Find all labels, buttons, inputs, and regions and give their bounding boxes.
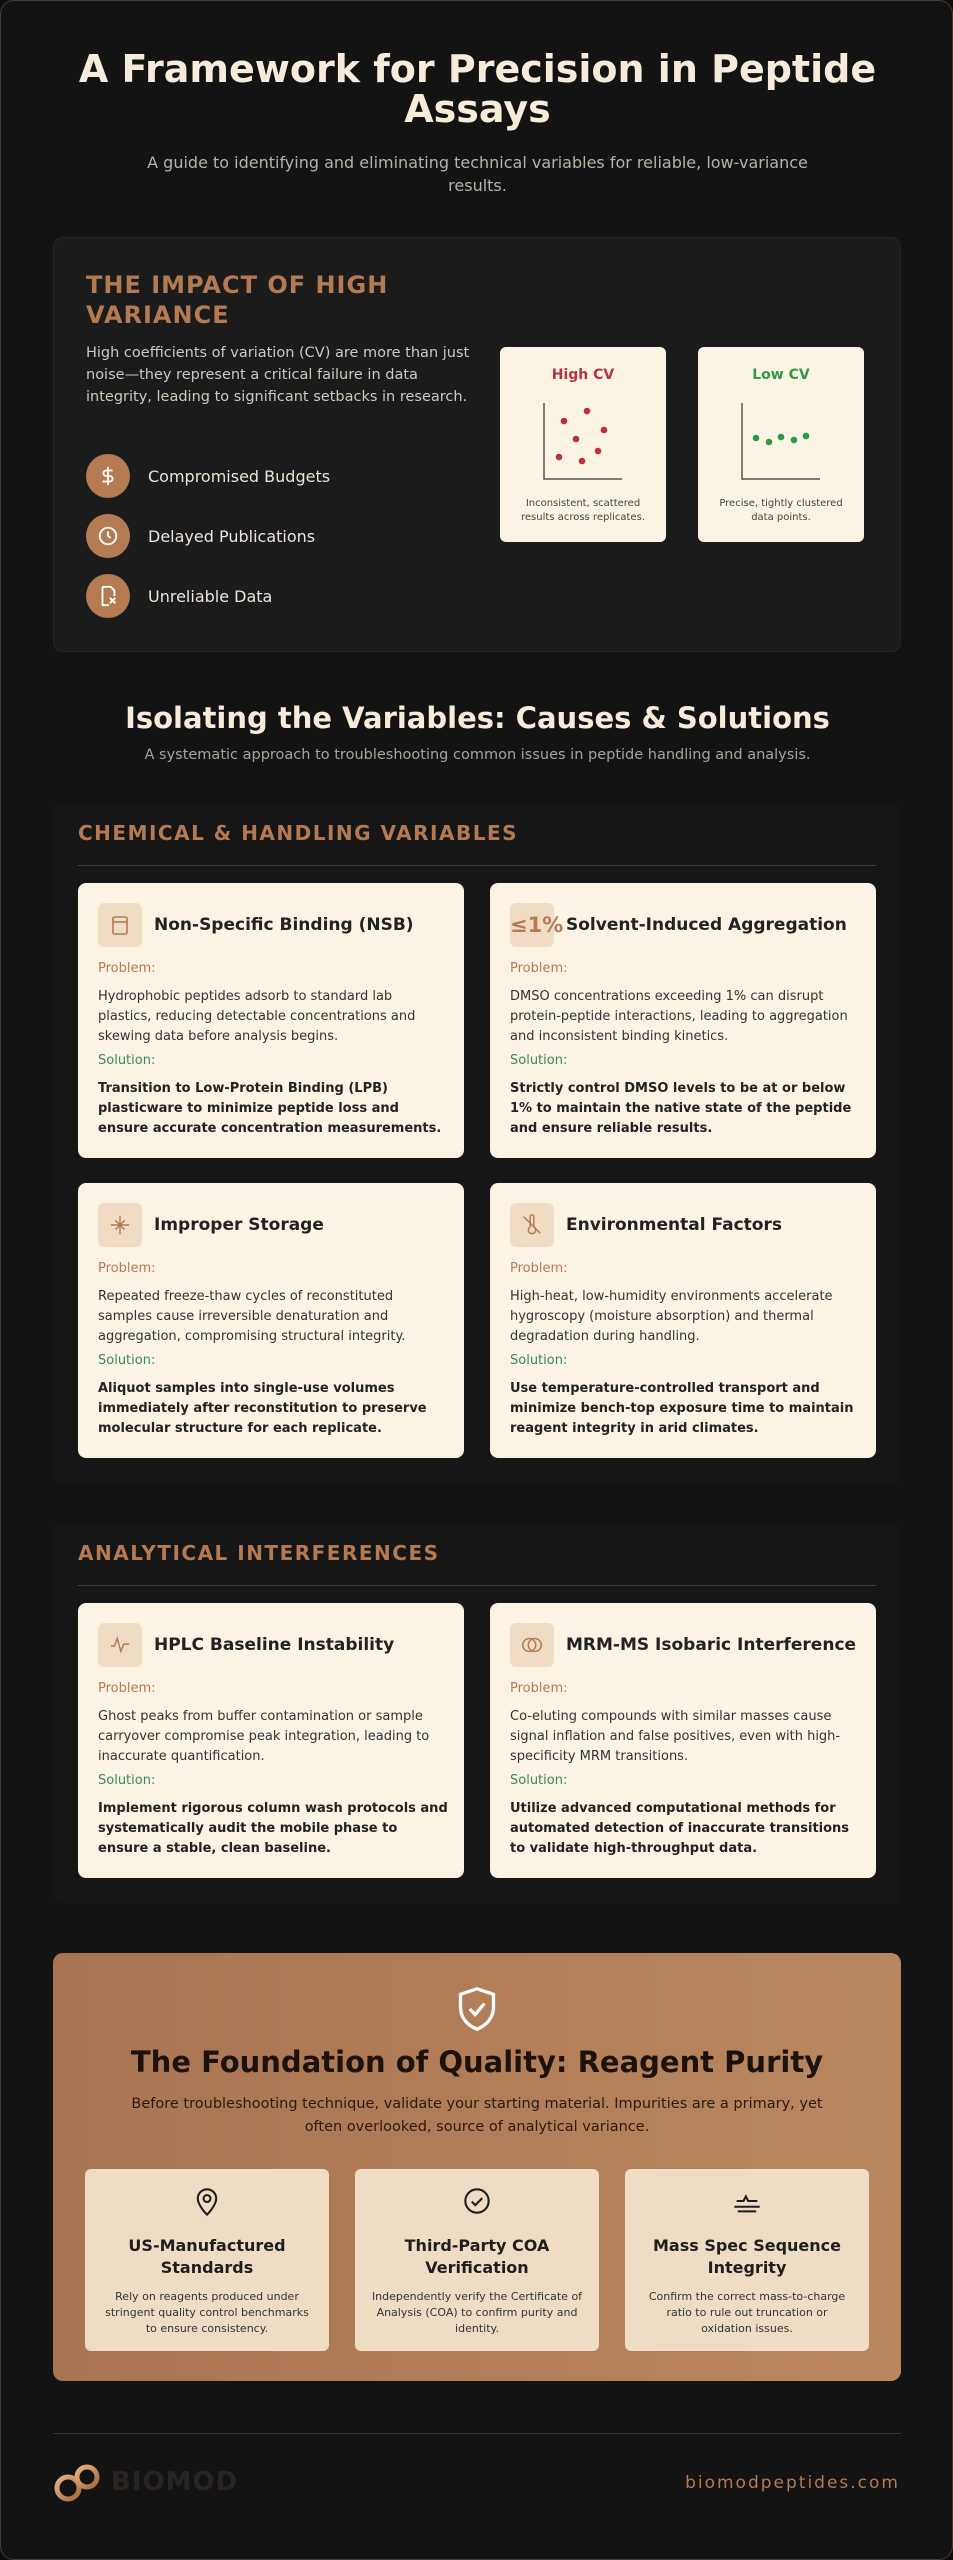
variables-title: Isolating the Variables: Causes & Solutions (125, 701, 830, 735)
problem-label: Problem: (98, 961, 156, 976)
purity-card (85, 2169, 329, 2351)
purity-card-desc: Independently verify the Certificate of Analysis (COA) to confirm purity and identity. (371, 2290, 583, 2335)
impact-item (86, 574, 330, 618)
variables-subtitle: A systematic approach to troubleshooting common issues in peptide handling and analysis. (144, 747, 811, 763)
location-pin-icon (85, 2187, 329, 2217)
solution-text: Utilize advanced computational methods for automated detection of inaccurate transitions to validate high-throughput data. (510, 1801, 850, 1856)
solution-text: Strictly control DMSO levels to be at or below 1% to maintain the native state of the peptide and ensure reliable results. (510, 1081, 852, 1136)
hero (1, 49, 953, 197)
cause-card (78, 883, 464, 1158)
solution-text: Transition to Low-Protein Binding (LPB) plasticware to minimize peptide loss and ensure accurate concentration measurements. (98, 1081, 442, 1136)
solution-label: Solution: (510, 1773, 568, 1788)
cause-card (490, 883, 876, 1158)
problem-text: Co-eluting compounds with similar masses cause signal inflation and false positives, even with high-specificity MRM transitions. (510, 1709, 841, 1764)
purity-card-title: Third-Party COA Verification (404, 2236, 550, 2277)
spectrum-icon (625, 2187, 869, 2215)
purity-card (625, 2169, 869, 2351)
solution-label: Solution: (510, 1353, 568, 1368)
purity-card-title: US-Manufactured Standards (128, 2236, 286, 2277)
card-title: Improper Storage (154, 1215, 324, 1235)
high-cv-card (500, 347, 666, 542)
container-icon (98, 903, 142, 947)
divider (78, 865, 876, 866)
high-cv-caption: Inconsistent, scattered results across replicates. (521, 498, 645, 523)
low-cv-title: Low CV (752, 367, 810, 383)
interference-card (490, 1603, 876, 1878)
low-cv-caption: Precise, tightly clustered data points. (719, 498, 843, 523)
analytical-panel (53, 1523, 901, 1903)
variables-header (1, 701, 953, 763)
low-cv-scatter (736, 401, 826, 485)
logo-mark (53, 2459, 103, 2505)
impact-item-label: Delayed Publications (148, 526, 316, 546)
shield-check-icon (455, 1985, 499, 2033)
impact-panel (53, 237, 901, 652)
snowflake-icon (98, 1203, 142, 1247)
overlap-rings-icon (510, 1623, 554, 1667)
high-cv-title: High CV (551, 367, 615, 383)
card-title: Solvent-Induced Aggregation (566, 915, 847, 935)
purity-card-desc: Rely on reagents produced under stringent quality control benchmarks to ensure consistency. (105, 2290, 309, 2335)
problem-label: Problem: (510, 961, 568, 976)
brand-logo (53, 2459, 238, 2505)
card-title: MRM-MS Isobaric Interference (566, 1635, 857, 1655)
solution-label: Solution: (510, 1053, 568, 1068)
impact-intro: High coefficients of variation (CV) are more than just noise—they represent a critical failure in data integrity, leading to significant setbacks in research. (86, 345, 470, 405)
card-title: Environmental Factors (566, 1215, 782, 1235)
chemical-panel (53, 803, 901, 1483)
impact-title: THE IMPACT OF HIGH VARIANCE (86, 271, 389, 329)
file-broken-icon (86, 574, 130, 618)
problem-text: Ghost peaks from buffer contamination or sample carryover compromise peak integration, leading to inaccurate quantification. (98, 1709, 430, 1764)
footer-divider (53, 2433, 901, 2434)
card-title: Non-Specific Binding (NSB) (154, 915, 414, 935)
solution-label: Solution: (98, 1053, 156, 1068)
purity-card (355, 2169, 599, 2351)
problem-text: Repeated freeze-thaw cycles of reconstituted samples cause irreversible denaturation and aggregation, compromising structural integrity. (98, 1289, 406, 1344)
card-title: HPLC Baseline Instability (154, 1635, 395, 1655)
analytical-title: ANALYTICAL INTERFERENCES (78, 1541, 440, 1565)
dollar-icon (86, 454, 130, 498)
purity-lead: Before troubleshooting technique, validate your starting material. Impurities are a primary, yet often overlooked, source of analytical variance. (131, 2096, 823, 2135)
problem-text: High-heat, low-humidity environments accelerate hygroscopy (moisture absorption) and thermal degradation during handling. (510, 1289, 833, 1344)
problem-label: Problem: (510, 1681, 568, 1696)
divider (78, 1585, 876, 1586)
problem-label: Problem: (510, 1261, 568, 1276)
problem-text: Hydrophobic peptides adsorb to standard lab plastics, reducing detectable concentrations and skewing data before analysis begins. (98, 989, 416, 1044)
thermometer-off-icon (510, 1203, 554, 1247)
cause-card (78, 1183, 464, 1458)
problem-label: Problem: (98, 1261, 156, 1276)
solution-text: Use temperature-controlled transport and minimize bench-top exposure time to maintain reagent integrity in arid climates. (510, 1381, 854, 1436)
cause-card (490, 1183, 876, 1458)
purity-card-title: Mass Spec Sequence Integrity (652, 2236, 841, 2277)
impact-item (86, 514, 330, 558)
interference-card (78, 1603, 464, 1878)
percent-limit-text: ≤1% (510, 913, 564, 937)
purity-title: The Foundation of Quality: Reagent Purity (130, 2045, 824, 2079)
problem-text: DMSO concentrations exceeding 1% can disrupt protein-peptide interactions, leading to aggregation and inconsistent binding kinetics. (510, 989, 848, 1044)
solution-label: Solution: (98, 1353, 156, 1368)
solution-label: Solution: (98, 1773, 156, 1788)
low-cv-card (698, 347, 864, 542)
impact-item-label: Unreliable Data (148, 586, 273, 606)
page-title: A Framework for Precision in Peptide Assays (78, 47, 877, 131)
purity-panel (53, 1953, 901, 2381)
chemical-title: CHEMICAL & HANDLING VARIABLES (78, 821, 519, 845)
impact-list (86, 454, 330, 634)
impact-item (86, 454, 330, 498)
high-cv-scatter (538, 401, 628, 485)
pulse-icon (98, 1623, 142, 1667)
page-subtitle: A guide to identifying and eliminating technical variables for reliable, low-variance results. (147, 153, 808, 195)
purity-card-desc: Confirm the correct mass-to-charge ratio to rule out truncation or oxidation issues. (648, 2290, 846, 2335)
clock-icon (86, 514, 130, 558)
problem-label: Problem: (98, 1681, 156, 1696)
check-circle-icon (355, 2187, 599, 2215)
website-link[interactable]: biomodpeptides.com (685, 2473, 900, 2493)
impact-item-label: Compromised Budgets (148, 466, 331, 486)
solution-text: Aliquot samples into single-use volumes immediately after reconstitution to preserve molecular structure for each replicate. (98, 1381, 427, 1436)
percent-limit-icon (510, 903, 564, 947)
solution-text: Implement rigorous column wash protocols and systematically audit the mobile phase to ensure a stable, clean baseline. (98, 1801, 448, 1856)
logo-wordmark: BIOMOD (111, 2467, 239, 2497)
